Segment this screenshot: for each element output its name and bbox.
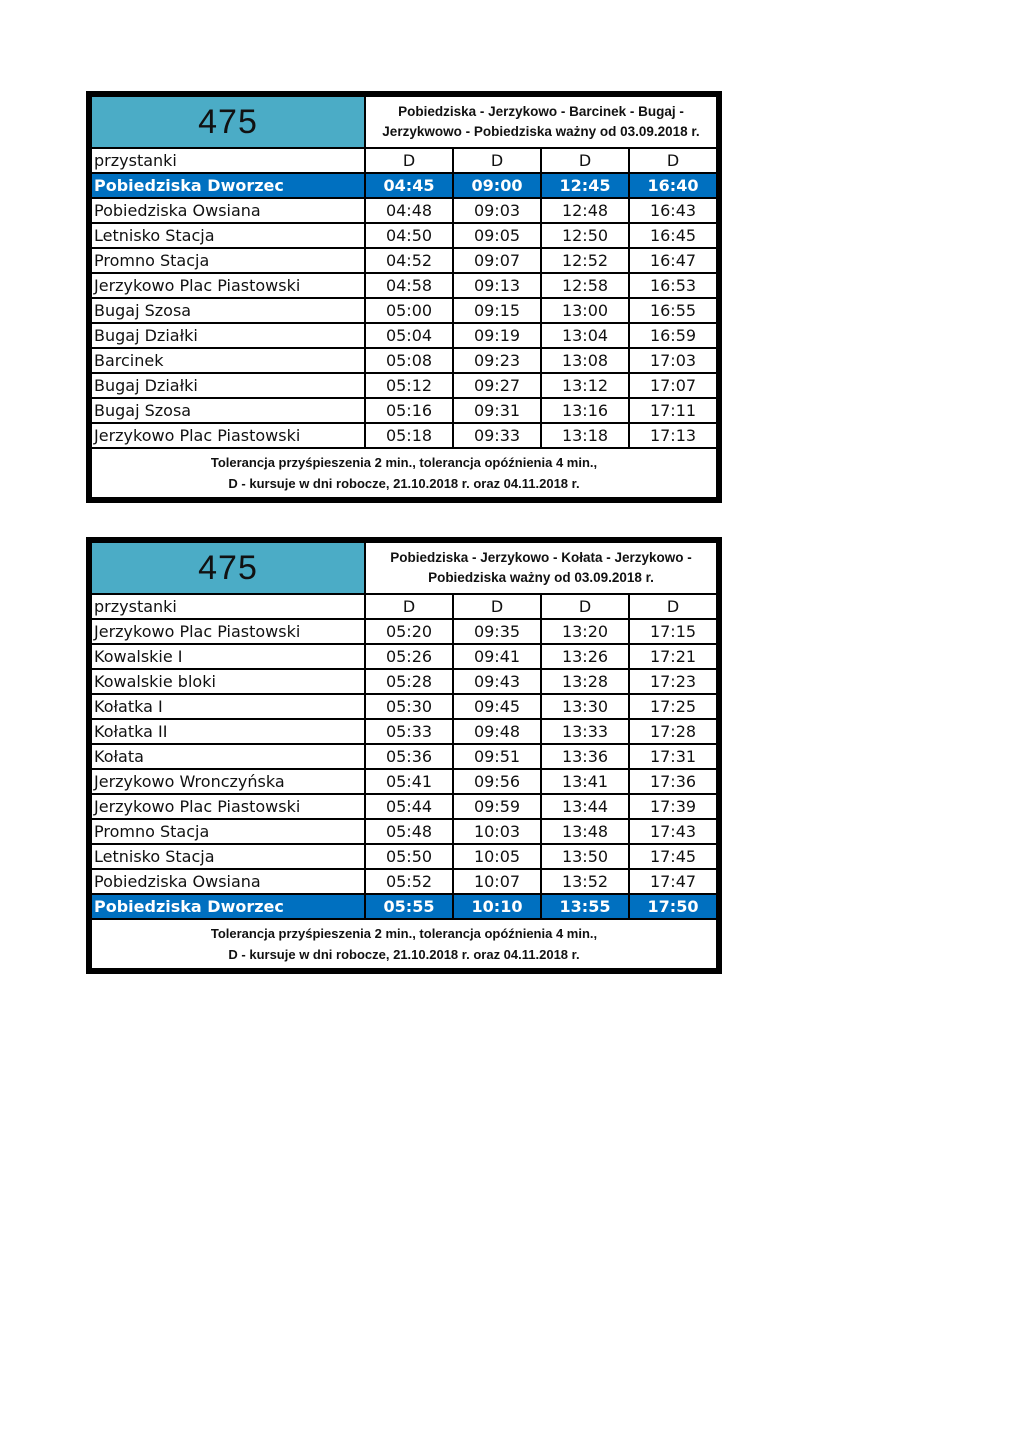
stop-name: Jerzykowo Plac Piastowski xyxy=(91,794,365,819)
stop-row xyxy=(91,644,717,669)
footer-row xyxy=(91,448,717,498)
departure-time: 09:00 xyxy=(453,173,541,198)
departure-time: 16:40 xyxy=(629,173,717,198)
departure-time: 13:44 xyxy=(541,794,629,819)
departure-time: 10:05 xyxy=(453,844,541,869)
stop-name: Letnisko Stacja xyxy=(91,844,365,869)
departure-time: 09:13 xyxy=(453,273,541,298)
stop-name: Kołatka I xyxy=(91,694,365,719)
departure-time: 12:48 xyxy=(541,198,629,223)
departure-time: 12:50 xyxy=(541,223,629,248)
stop-row xyxy=(91,223,717,248)
departure-time: 17:07 xyxy=(629,373,717,398)
departure-time: 05:08 xyxy=(365,348,453,373)
stop-name: Promno Stacja xyxy=(91,819,365,844)
departure-time: 13:41 xyxy=(541,769,629,794)
departure-time: 13:50 xyxy=(541,844,629,869)
departure-time: 05:36 xyxy=(365,744,453,769)
departure-time: 16:59 xyxy=(629,323,717,348)
departure-time: 16:53 xyxy=(629,273,717,298)
departure-time: 05:30 xyxy=(365,694,453,719)
departure-time: 13:00 xyxy=(541,298,629,323)
stop-name: Kołatka II xyxy=(91,719,365,744)
departure-time: 10:03 xyxy=(453,819,541,844)
stop-name: Jerzykowo Plac Piastowski xyxy=(91,423,365,448)
departure-time: 05:04 xyxy=(365,323,453,348)
departure-time: 09:03 xyxy=(453,198,541,223)
departure-time: 05:55 xyxy=(365,894,453,919)
departure-time: 13:55 xyxy=(541,894,629,919)
header-row xyxy=(91,96,717,148)
departure-time: 17:25 xyxy=(629,694,717,719)
stop-name: Bugaj Szosa xyxy=(91,398,365,423)
stop-row xyxy=(91,198,717,223)
route-description xyxy=(365,542,717,594)
stop-row xyxy=(91,373,717,398)
stop-row xyxy=(91,248,717,273)
departure-time: 13:48 xyxy=(541,819,629,844)
stop-name: Barcinek xyxy=(91,348,365,373)
route-line-1: Pobiedziska - Jerzykowo - Barcinek - Bugaj - xyxy=(398,104,684,119)
departure-time: 05:48 xyxy=(365,819,453,844)
departure-time: 09:56 xyxy=(453,769,541,794)
departure-time: 13:20 xyxy=(541,619,629,644)
departure-time: 09:45 xyxy=(453,694,541,719)
footer-note xyxy=(91,919,717,969)
stop-name: Kowalskie bloki xyxy=(91,669,365,694)
departure-time: 17:28 xyxy=(629,719,717,744)
departure-time: 13:36 xyxy=(541,744,629,769)
day-code: D xyxy=(541,594,629,619)
stop-name: Bugaj Szosa xyxy=(91,298,365,323)
stop-name: Pobiedziska Owsiana xyxy=(91,198,365,223)
stop-row xyxy=(91,719,717,744)
departure-time: 13:18 xyxy=(541,423,629,448)
day-code: D xyxy=(365,148,453,173)
departure-time: 17:03 xyxy=(629,348,717,373)
departure-time: 05:50 xyxy=(365,844,453,869)
departure-time: 05:33 xyxy=(365,719,453,744)
route-line-2: Pobiedziska ważny od 03.09.2018 r. xyxy=(428,570,654,585)
departure-time: 09:43 xyxy=(453,669,541,694)
departure-time: 04:48 xyxy=(365,198,453,223)
timetable-outbound xyxy=(86,91,722,503)
departure-time: 17:45 xyxy=(629,844,717,869)
stop-name: Jerzykowo Plac Piastowski xyxy=(91,273,365,298)
day-code: D xyxy=(453,148,541,173)
departure-time: 09:48 xyxy=(453,719,541,744)
day-code: D xyxy=(453,594,541,619)
route-line-2: Jerzykwowo - Pobiedziska ważny od 03.09.2018 r. xyxy=(382,124,700,139)
stops-header: przystanki xyxy=(91,594,365,619)
departure-time: 17:23 xyxy=(629,669,717,694)
departure-time: 09:33 xyxy=(453,423,541,448)
departure-time: 09:31 xyxy=(453,398,541,423)
stop-name: Pobiedziska Owsiana xyxy=(91,869,365,894)
departure-time: 12:45 xyxy=(541,173,629,198)
footer-note xyxy=(91,448,717,498)
departure-time: 10:10 xyxy=(453,894,541,919)
footer-row xyxy=(91,919,717,969)
departure-time: 16:43 xyxy=(629,198,717,223)
stop-row xyxy=(91,423,717,448)
departure-time: 17:47 xyxy=(629,869,717,894)
stops-header: przystanki xyxy=(91,148,365,173)
stop-row xyxy=(91,794,717,819)
tolerance-note: Tolerancja przyśpieszenia 2 min., tolerancja opóźnienia 4 min., xyxy=(210,455,598,470)
stop-name: Bugaj Działki xyxy=(91,323,365,348)
stop-row xyxy=(91,669,717,694)
departure-time: 09:05 xyxy=(453,223,541,248)
stop-row xyxy=(91,398,717,423)
departure-time: 13:30 xyxy=(541,694,629,719)
departure-time: 12:58 xyxy=(541,273,629,298)
departure-time: 09:23 xyxy=(453,348,541,373)
departure-time: 04:45 xyxy=(365,173,453,198)
departure-time: 05:26 xyxy=(365,644,453,669)
departure-time: 17:15 xyxy=(629,619,717,644)
departure-time: 09:59 xyxy=(453,794,541,819)
day-code: D xyxy=(365,594,453,619)
stop-name: Letnisko Stacja xyxy=(91,223,365,248)
departure-time: 13:16 xyxy=(541,398,629,423)
operating-days-note: D - kursuje w dni robocze, 21.10.2018 r. oraz 04.11.2018 r. xyxy=(228,947,580,962)
departure-time: 17:21 xyxy=(629,644,717,669)
stop-name: Pobiedziska Dworzec xyxy=(91,173,365,198)
column-header-row xyxy=(91,594,717,619)
departure-time: 05:52 xyxy=(365,869,453,894)
line-number: 475 xyxy=(91,96,365,148)
stop-row xyxy=(91,694,717,719)
stop-row xyxy=(91,323,717,348)
stop-name: Kołata xyxy=(91,744,365,769)
stop-row xyxy=(91,769,717,794)
operating-days-note: D - kursuje w dni robocze, 21.10.2018 r. oraz 04.11.2018 r. xyxy=(228,476,580,491)
departure-time: 05:00 xyxy=(365,298,453,323)
departure-time: 17:43 xyxy=(629,819,717,844)
departure-time: 12:52 xyxy=(541,248,629,273)
day-code: D xyxy=(629,148,717,173)
stop-row xyxy=(91,619,717,644)
departure-time: 05:16 xyxy=(365,398,453,423)
route-line-1: Pobiedziska - Jerzykowo - Kołata - Jerzykowo - xyxy=(390,550,692,565)
stop-name: Kowalskie I xyxy=(91,644,365,669)
line-number: 475 xyxy=(91,542,365,594)
route-description xyxy=(365,96,717,148)
day-code: D xyxy=(541,148,629,173)
departure-time: 17:31 xyxy=(629,744,717,769)
departure-time: 16:47 xyxy=(629,248,717,273)
departure-time: 04:50 xyxy=(365,223,453,248)
header-row xyxy=(91,542,717,594)
stop-row xyxy=(91,744,717,769)
stop-row xyxy=(91,348,717,373)
timetable-grid xyxy=(90,95,718,499)
stop-row xyxy=(91,869,717,894)
departure-time: 17:36 xyxy=(629,769,717,794)
stop-name: Jerzykowo Wronczyńska xyxy=(91,769,365,794)
stop-name: Bugaj Działki xyxy=(91,373,365,398)
timetable-grid xyxy=(90,541,718,970)
departure-time: 17:13 xyxy=(629,423,717,448)
departure-time: 16:55 xyxy=(629,298,717,323)
departure-time: 09:41 xyxy=(453,644,541,669)
departure-time: 17:39 xyxy=(629,794,717,819)
departure-time: 05:44 xyxy=(365,794,453,819)
departure-time: 09:07 xyxy=(453,248,541,273)
departure-time: 05:41 xyxy=(365,769,453,794)
departure-time: 09:15 xyxy=(453,298,541,323)
departure-time: 09:35 xyxy=(453,619,541,644)
stop-name: Promno Stacja xyxy=(91,248,365,273)
departure-time: 16:45 xyxy=(629,223,717,248)
timetable-return xyxy=(86,537,722,974)
stop-row xyxy=(91,819,717,844)
departure-time: 09:19 xyxy=(453,323,541,348)
departure-time: 17:50 xyxy=(629,894,717,919)
stop-name: Jerzykowo Plac Piastowski xyxy=(91,619,365,644)
departure-time: 13:12 xyxy=(541,373,629,398)
day-code: D xyxy=(629,594,717,619)
departure-time: 13:52 xyxy=(541,869,629,894)
departure-time: 04:52 xyxy=(365,248,453,273)
stop-row xyxy=(91,298,717,323)
departure-time: 04:58 xyxy=(365,273,453,298)
departure-time: 09:51 xyxy=(453,744,541,769)
departure-time: 13:04 xyxy=(541,323,629,348)
stop-name: Pobiedziska Dworzec xyxy=(91,894,365,919)
stop-row xyxy=(91,844,717,869)
departure-time: 05:28 xyxy=(365,669,453,694)
stop-row xyxy=(91,273,717,298)
departure-time: 10:07 xyxy=(453,869,541,894)
tolerance-note: Tolerancja przyśpieszenia 2 min., tolerancja opóźnienia 4 min., xyxy=(210,926,598,941)
terminal-stop-row xyxy=(91,894,717,919)
departure-time: 13:08 xyxy=(541,348,629,373)
departure-time: 05:18 xyxy=(365,423,453,448)
column-header-row xyxy=(91,148,717,173)
departure-time: 09:27 xyxy=(453,373,541,398)
departure-time: 13:33 xyxy=(541,719,629,744)
departure-time: 13:28 xyxy=(541,669,629,694)
departure-time: 05:20 xyxy=(365,619,453,644)
departure-time: 05:12 xyxy=(365,373,453,398)
terminal-stop-row xyxy=(91,173,717,198)
departure-time: 17:11 xyxy=(629,398,717,423)
departure-time: 13:26 xyxy=(541,644,629,669)
